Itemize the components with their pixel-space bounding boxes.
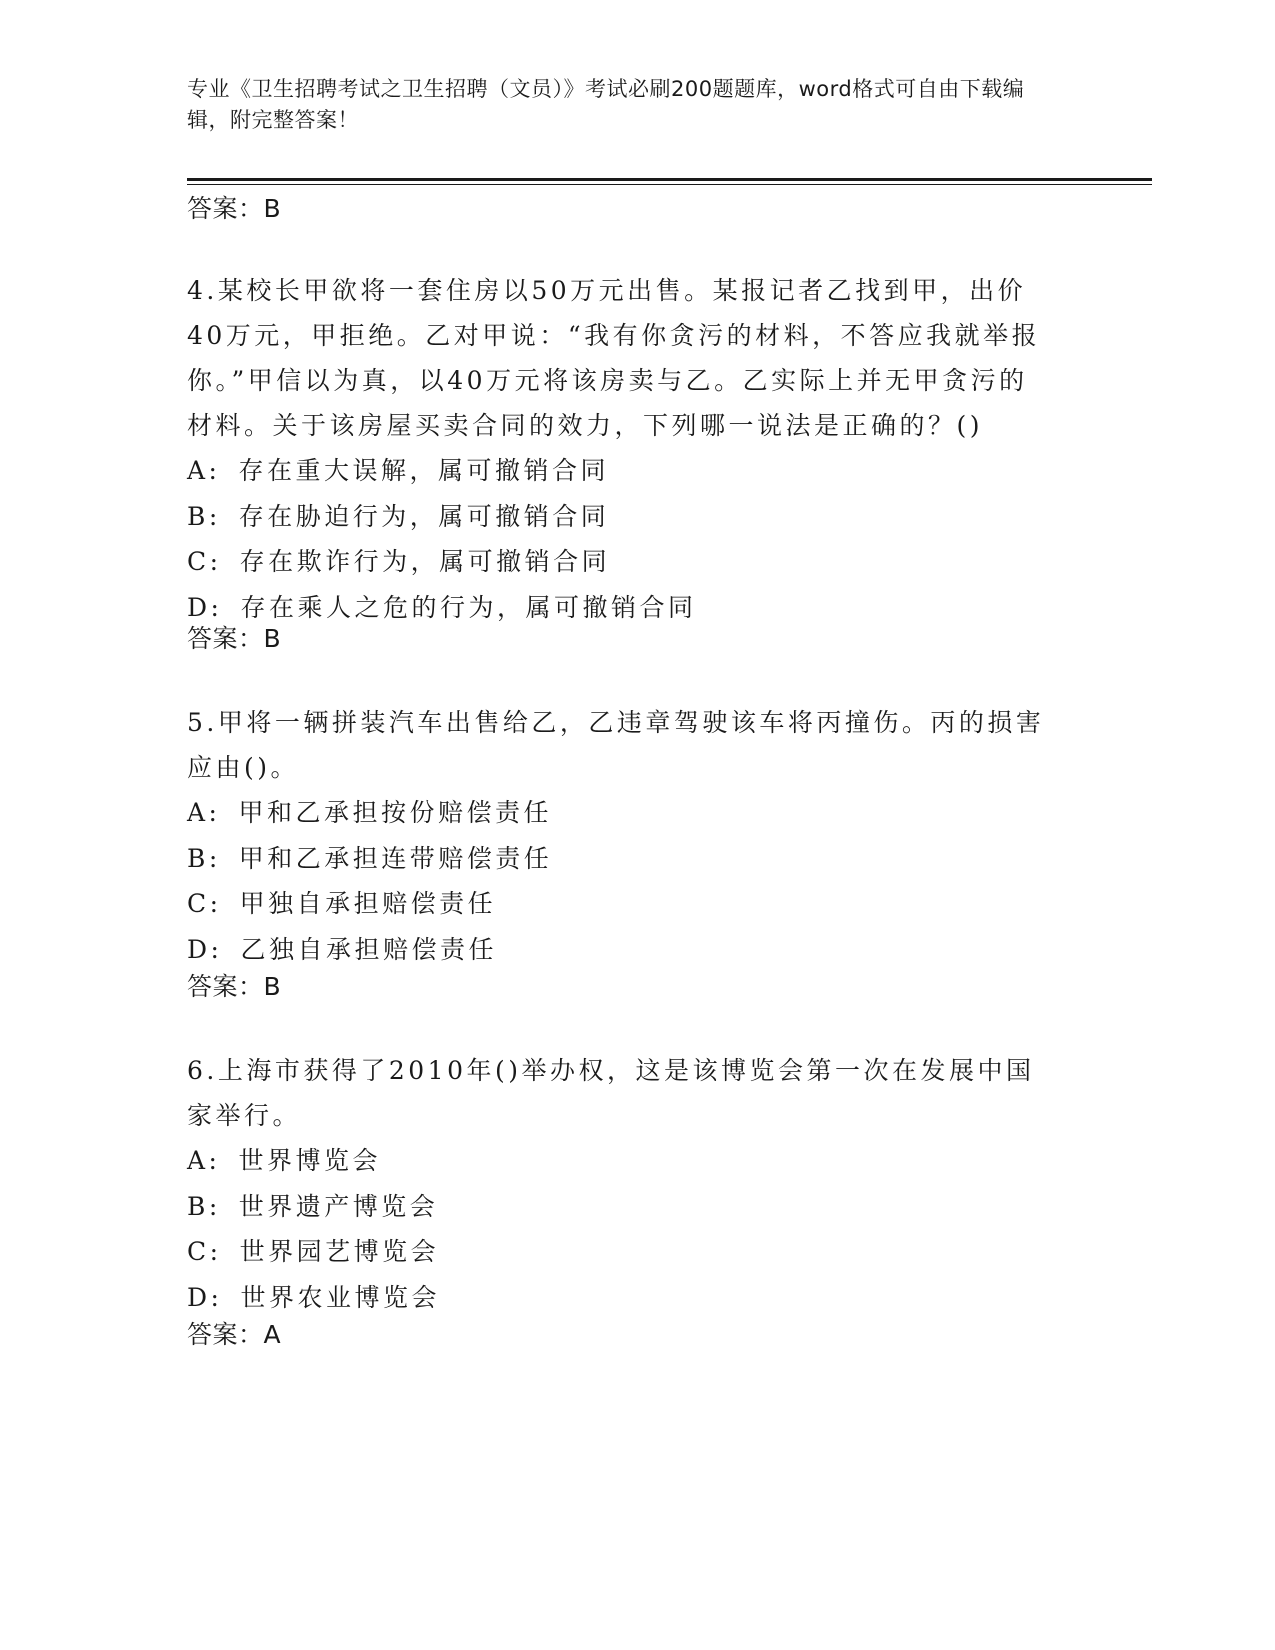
option-key: B: [187, 501, 221, 531]
option-c [187, 881, 1087, 927]
question-stem: 5.甲将一辆拼装汽车出售给乙，乙违章驾驶该车将丙撞伤。丙的损害应由()。 [187, 708, 1045, 782]
option-text: 世界遗产博览会 [238, 1191, 439, 1221]
option-text: 存在胁迫行为，属可撤销合同 [238, 501, 610, 531]
option-text: 甲和乙承担连带赔偿责任 [238, 843, 553, 873]
option-key: C: [187, 1237, 222, 1266]
option-text: 甲和乙承担按份赔偿责任 [238, 798, 552, 827]
option-d [187, 1275, 1087, 1321]
option-key: A: [187, 798, 221, 827]
question-stem: 6.上海市获得了2010年()举办权，这是该博览会第一次在发展中国家举行。 [187, 1056, 1035, 1130]
option-text: 甲独自承担赔偿责任 [239, 889, 497, 918]
option-key: B: [187, 1191, 221, 1221]
question-4 [187, 268, 1087, 630]
option-b [187, 1184, 1087, 1230]
header-divider-thin [187, 184, 1152, 185]
option-key: A: [187, 456, 221, 485]
option-key: C: [187, 547, 222, 576]
option-text: 世界园艺博览会 [239, 1237, 440, 1266]
option-d [187, 927, 1087, 973]
option-list [187, 790, 1087, 972]
answer-line: 答案：B [187, 972, 282, 1001]
option-key: B: [187, 843, 221, 873]
question-stem: 4.某校长甲欲将一套住房以50万元出售。某报记者乙找到甲，出价40万元，甲拒绝。乙对甲说：“我有你贪污的材料，不答应我就举报你。”甲信以为真，以40万元将该房卖与乙。乙实际上并无甲贪污的材料。关于该房屋买卖合同的效力，下列哪一说法是正确的？() [187, 276, 1041, 440]
option-key: D: [187, 1282, 223, 1312]
option-key: C: [187, 889, 222, 918]
header-divider-thick [187, 178, 1152, 181]
option-c [187, 539, 1087, 585]
question-6 [187, 1048, 1087, 1320]
option-text: 存在乘人之危的行为，属可撤销合同 [240, 592, 697, 622]
option-text: 世界农业博览会 [240, 1282, 440, 1312]
option-key: D: [187, 592, 223, 622]
option-text: 乙独自承担赔偿责任 [240, 934, 497, 964]
option-a [187, 448, 1087, 494]
page-header: 专业《卫生招聘考试之卫生招聘（文员）》考试必刷200题题库，word格式可自由下载编辑，附完整答案！ [187, 77, 1025, 132]
option-b [187, 836, 1087, 882]
option-key: A: [187, 1146, 221, 1175]
answer-line: 答案：B [187, 624, 282, 653]
answer-line: 答案：A [187, 1320, 282, 1349]
option-text: 世界博览会 [238, 1146, 381, 1175]
option-text: 存在重大误解，属可撤销合同 [238, 456, 609, 485]
option-c [187, 1229, 1087, 1275]
option-text: 存在欺诈行为，属可撤销合同 [239, 547, 611, 576]
option-key: D: [187, 934, 223, 964]
option-d [187, 585, 1087, 631]
option-list [187, 1138, 1087, 1320]
option-b [187, 494, 1087, 540]
option-a [187, 790, 1087, 836]
answer-line: 答案：B [187, 194, 282, 223]
question-5 [187, 700, 1087, 972]
option-list [187, 448, 1087, 630]
option-a [187, 1138, 1087, 1184]
